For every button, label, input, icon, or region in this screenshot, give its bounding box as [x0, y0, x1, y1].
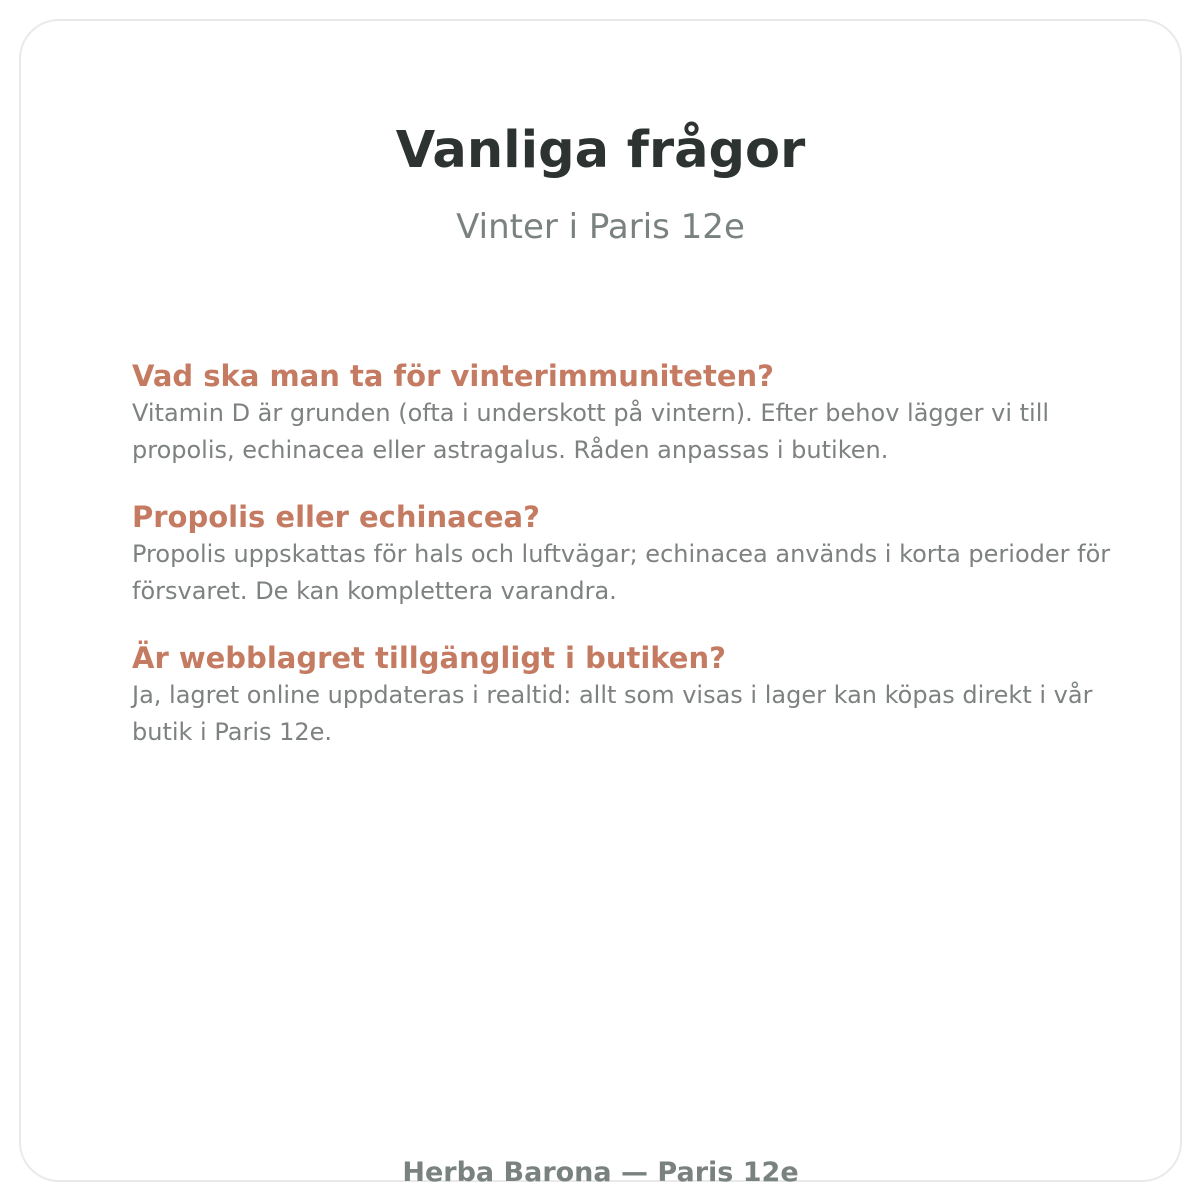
- footer-brand: Herba Barona — Paris 12e: [402, 1157, 799, 1188]
- page-subtitle: Vinter i Paris 12e: [456, 207, 745, 247]
- faq-card: [19, 19, 1182, 1188]
- faq-item: [132, 639, 1132, 751]
- faq-question: Vad ska man ta för vinterimmuniteten?: [132, 359, 774, 393]
- faq-item: [132, 498, 1132, 610]
- faq-answer: Propolis uppskattas för hals och luftvägar; echinacea används i korta perioder för försvaret. De kan komplettera varandra.: [132, 540, 1111, 605]
- faq-list: [132, 357, 1132, 780]
- faq-question: Propolis eller echinacea?: [132, 500, 540, 534]
- faq-item: [132, 357, 1132, 469]
- page-title: Vanliga frågor: [395, 121, 806, 180]
- faq-question: Är webblagret tillgängligt i butiken?: [132, 641, 726, 675]
- faq-answer: Ja, lagret online uppdateras i realtid: allt som visas i lager kan köpas direkt i vår butik i Paris 12e.: [132, 681, 1093, 746]
- faq-answer: Vitamin D är grunden (ofta i underskott på vintern). Efter behov lägger vi till propolis, echinacea eller astragalus. Råden anpassas i butiken.: [132, 399, 1050, 464]
